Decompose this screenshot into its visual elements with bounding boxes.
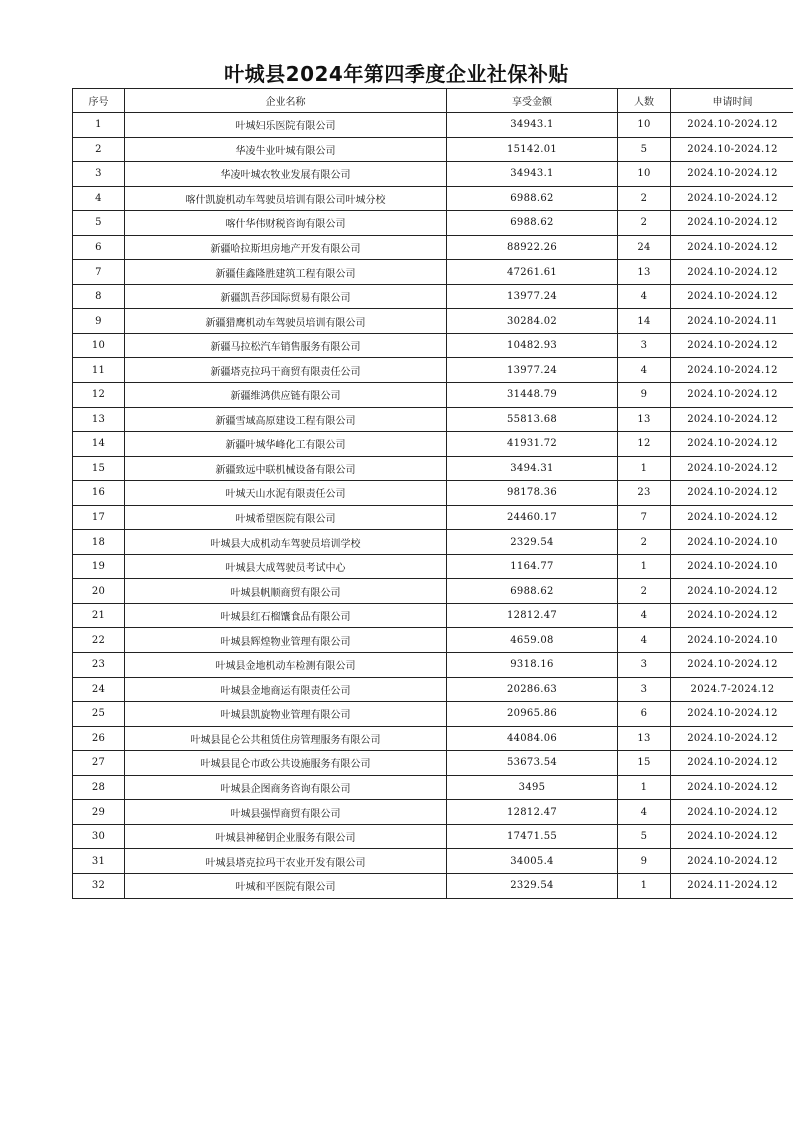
table-row: [73, 211, 793, 236]
table-row: [73, 603, 793, 628]
period-cell: 2024.10-2024.10: [671, 628, 793, 653]
row-index-cell: 17: [73, 505, 125, 530]
headcount-cell: 6: [618, 702, 671, 727]
headcount-cell: 4: [618, 628, 671, 653]
row-index-cell: 8: [73, 284, 125, 309]
amount-cell: 12812.47: [447, 603, 618, 628]
table-row: [73, 751, 793, 776]
amount-cell: 13977.24: [447, 358, 618, 383]
row-index-cell: 16: [73, 481, 125, 506]
period-cell: 2024.10-2024.12: [671, 284, 793, 309]
company-name-cell: 叶城县金地机动车检测有限公司: [125, 653, 447, 678]
amount-cell: 88922.26: [447, 235, 618, 260]
row-index-cell: 32: [73, 873, 125, 898]
amount-cell: 1164.77: [447, 554, 618, 579]
row-index-cell: 5: [73, 211, 125, 236]
period-cell: 2024.10-2024.12: [671, 358, 793, 383]
company-name-cell: 叶城县神秘钥企业服务有限公司: [125, 824, 447, 849]
row-index-cell: 14: [73, 432, 125, 457]
table-row: [73, 333, 793, 358]
company-name-cell: 喀什华伟财税咨询有限公司: [125, 211, 447, 236]
amount-cell: 9318.16: [447, 653, 618, 678]
period-cell: 2024.10-2024.12: [671, 186, 793, 211]
amount-cell: 41931.72: [447, 432, 618, 457]
headcount-cell: 23: [618, 481, 671, 506]
headcount-cell: 15: [618, 751, 671, 776]
table-row: [73, 432, 793, 457]
table-row: [73, 186, 793, 211]
headcount-cell: 9: [618, 849, 671, 874]
company-name-cell: 新疆佳鑫隆胜建筑工程有限公司: [125, 260, 447, 285]
company-name-cell: 新疆维鸿供应链有限公司: [125, 383, 447, 408]
company-name-cell: 叶城县帆顺商贸有限公司: [125, 579, 447, 604]
period-cell: 2024.10-2024.11: [671, 309, 793, 334]
headcount-cell: 4: [618, 603, 671, 628]
period-cell: 2024.10-2024.12: [671, 505, 793, 530]
amount-cell: 10482.93: [447, 333, 618, 358]
table-row: [73, 849, 793, 874]
row-index-cell: 12: [73, 383, 125, 408]
amount-cell: 17471.55: [447, 824, 618, 849]
subsidy-table: [72, 88, 793, 899]
period-cell: 2024.10-2024.12: [671, 137, 793, 162]
company-name-cell: 华凌叶城农牧业发展有限公司: [125, 162, 447, 187]
period-cell: 2024.10-2024.12: [671, 775, 793, 800]
row-index-cell: 7: [73, 260, 125, 285]
amount-cell: 2329.54: [447, 530, 618, 555]
headcount-cell: 2: [618, 211, 671, 236]
headcount-cell: 4: [618, 800, 671, 825]
row-index-cell: 31: [73, 849, 125, 874]
row-index-cell: 11: [73, 358, 125, 383]
company-name-cell: 新疆雪域高原建设工程有限公司: [125, 407, 447, 432]
amount-cell: 34005.4: [447, 849, 618, 874]
period-cell: 2024.10-2024.12: [671, 800, 793, 825]
headcount-cell: 13: [618, 726, 671, 751]
row-index-cell: 10: [73, 333, 125, 358]
company-name-cell: 叶城和平医院有限公司: [125, 873, 447, 898]
company-name-cell: 叶城县金地商运有限责任公司: [125, 677, 447, 702]
company-name-cell: 新疆致远中联机械设备有限公司: [125, 456, 447, 481]
table-row: [73, 824, 793, 849]
table-row: [73, 309, 793, 334]
row-index-cell: 25: [73, 702, 125, 727]
period-cell: 2024.10-2024.12: [671, 726, 793, 751]
company-name-cell: 新疆叶城华峰化工有限公司: [125, 432, 447, 457]
row-index-cell: 18: [73, 530, 125, 555]
row-index-cell: 3: [73, 162, 125, 187]
period-cell: 2024.10-2024.12: [671, 333, 793, 358]
column-header-amount: 享受金额: [447, 89, 618, 113]
amount-cell: 15142.01: [447, 137, 618, 162]
headcount-cell: 3: [618, 677, 671, 702]
row-index-cell: 24: [73, 677, 125, 702]
table-row: [73, 137, 793, 162]
period-cell: 2024.10-2024.12: [671, 824, 793, 849]
table-row: [73, 677, 793, 702]
table-row: [73, 407, 793, 432]
period-cell: 2024.10-2024.10: [671, 530, 793, 555]
company-name-cell: 新疆塔克拉玛干商贸有限责任公司: [125, 358, 447, 383]
headcount-cell: 9: [618, 383, 671, 408]
headcount-cell: 13: [618, 407, 671, 432]
amount-cell: 24460.17: [447, 505, 618, 530]
period-cell: 2024.10-2024.12: [671, 849, 793, 874]
row-index-cell: 29: [73, 800, 125, 825]
company-name-cell: 新疆凯吾莎国际贸易有限公司: [125, 284, 447, 309]
headcount-cell: 1: [618, 554, 671, 579]
table-row: [73, 873, 793, 898]
period-cell: 2024.10-2024.10: [671, 554, 793, 579]
row-index-cell: 27: [73, 751, 125, 776]
row-index-cell: 1: [73, 113, 125, 138]
company-name-cell: 叶城妇乐医院有限公司: [125, 113, 447, 138]
row-index-cell: 20: [73, 579, 125, 604]
table-row: [73, 162, 793, 187]
amount-cell: 6988.62: [447, 211, 618, 236]
period-cell: 2024.10-2024.12: [671, 260, 793, 285]
headcount-cell: 14: [618, 309, 671, 334]
headcount-cell: 2: [618, 186, 671, 211]
headcount-cell: 4: [618, 284, 671, 309]
headcount-cell: 10: [618, 113, 671, 138]
amount-cell: 4659.08: [447, 628, 618, 653]
amount-cell: 3495: [447, 775, 618, 800]
period-cell: 2024.10-2024.12: [671, 383, 793, 408]
period-cell: 2024.10-2024.12: [671, 456, 793, 481]
amount-cell: 2329.54: [447, 873, 618, 898]
headcount-cell: 3: [618, 653, 671, 678]
amount-cell: 6988.62: [447, 186, 618, 211]
table-row: [73, 579, 793, 604]
row-index-cell: 9: [73, 309, 125, 334]
period-cell: 2024.10-2024.12: [671, 579, 793, 604]
row-index-cell: 23: [73, 653, 125, 678]
company-name-cell: 喀什凯旋机动车驾驶员培训有限公司叶城分校: [125, 186, 447, 211]
table-row: [73, 358, 793, 383]
table-row: [73, 702, 793, 727]
row-index-cell: 28: [73, 775, 125, 800]
table-row: [73, 530, 793, 555]
company-name-cell: 叶城县塔克拉玛干农业开发有限公司: [125, 849, 447, 874]
company-name-cell: 叶城县昆仑市政公共设施服务有限公司: [125, 751, 447, 776]
column-header-period: 申请时间: [671, 89, 793, 113]
headcount-cell: 5: [618, 824, 671, 849]
amount-cell: 13977.24: [447, 284, 618, 309]
period-cell: 2024.10-2024.12: [671, 653, 793, 678]
amount-cell: 31448.79: [447, 383, 618, 408]
row-index-cell: 30: [73, 824, 125, 849]
period-cell: 2024.10-2024.12: [671, 481, 793, 506]
table-row: [73, 235, 793, 260]
period-cell: 2024.10-2024.12: [671, 162, 793, 187]
column-header-index: 序号: [73, 89, 125, 113]
period-cell: 2024.10-2024.12: [671, 407, 793, 432]
period-cell: 2024.10-2024.12: [671, 211, 793, 236]
table-row: [73, 653, 793, 678]
company-name-cell: 叶城县强悍商贸有限公司: [125, 800, 447, 825]
row-index-cell: 4: [73, 186, 125, 211]
company-name-cell: 华凌牛业叶城有限公司: [125, 137, 447, 162]
company-name-cell: 叶城县昆仑公共租赁住房管理服务有限公司: [125, 726, 447, 751]
company-name-cell: 新疆猎鹰机动车驾驶员培训有限公司: [125, 309, 447, 334]
amount-cell: 12812.47: [447, 800, 618, 825]
column-header-company: 企业名称: [125, 89, 447, 113]
row-index-cell: 6: [73, 235, 125, 260]
company-name-cell: 叶城县红石榴馕食品有限公司: [125, 603, 447, 628]
headcount-cell: 12: [618, 432, 671, 457]
headcount-cell: 1: [618, 456, 671, 481]
table-row: [73, 554, 793, 579]
company-name-cell: 叶城天山水泥有限责任公司: [125, 481, 447, 506]
amount-cell: 20286.63: [447, 677, 618, 702]
headcount-cell: 5: [618, 137, 671, 162]
company-name-cell: 叶城县大成驾驶员考试中心: [125, 554, 447, 579]
table-body: [73, 113, 793, 899]
amount-cell: 30284.02: [447, 309, 618, 334]
headcount-cell: 1: [618, 873, 671, 898]
period-cell: 2024.10-2024.12: [671, 432, 793, 457]
headcount-cell: 10: [618, 162, 671, 187]
row-index-cell: 13: [73, 407, 125, 432]
table-row: [73, 726, 793, 751]
table-row: [73, 481, 793, 506]
amount-cell: 47261.61: [447, 260, 618, 285]
company-name-cell: 叶城县企图商务咨询有限公司: [125, 775, 447, 800]
period-cell: 2024.10-2024.12: [671, 751, 793, 776]
headcount-cell: 7: [618, 505, 671, 530]
period-cell: 2024.11-2024.12: [671, 873, 793, 898]
table-header-row: [73, 89, 793, 113]
period-cell: 2024.10-2024.12: [671, 603, 793, 628]
amount-cell: 44084.06: [447, 726, 618, 751]
row-index-cell: 26: [73, 726, 125, 751]
headcount-cell: 2: [618, 530, 671, 555]
table-row: [73, 383, 793, 408]
amount-cell: 34943.1: [447, 162, 618, 187]
period-cell: 2024.10-2024.12: [671, 235, 793, 260]
page-title: 叶城县2024年第四季度企业社保补贴: [224, 62, 569, 86]
row-index-cell: 15: [73, 456, 125, 481]
table-row: [73, 775, 793, 800]
amount-cell: 53673.54: [447, 751, 618, 776]
amount-cell: 20965.86: [447, 702, 618, 727]
company-name-cell: 叶城县大成机动车驾驶员培训学校: [125, 530, 447, 555]
table-row: [73, 260, 793, 285]
table-row: [73, 800, 793, 825]
row-index-cell: 2: [73, 137, 125, 162]
amount-cell: 98178.36: [447, 481, 618, 506]
row-index-cell: 19: [73, 554, 125, 579]
company-name-cell: 叶城希望医院有限公司: [125, 505, 447, 530]
table-row: [73, 456, 793, 481]
row-index-cell: 21: [73, 603, 125, 628]
period-cell: 2024.7-2024.12: [671, 677, 793, 702]
period-cell: 2024.10-2024.12: [671, 702, 793, 727]
table-row: [73, 284, 793, 309]
amount-cell: 3494.31: [447, 456, 618, 481]
company-name-cell: 新疆马拉松汽车销售服务有限公司: [125, 333, 447, 358]
amount-cell: 55813.68: [447, 407, 618, 432]
headcount-cell: 13: [618, 260, 671, 285]
amount-cell: 6988.62: [447, 579, 618, 604]
company-name-cell: 叶城县凯旋物业管理有限公司: [125, 702, 447, 727]
table-row: [73, 505, 793, 530]
headcount-cell: 2: [618, 579, 671, 604]
company-name-cell: 新疆哈拉斯坦房地产开发有限公司: [125, 235, 447, 260]
headcount-cell: 3: [618, 333, 671, 358]
company-name-cell: 叶城县辉煌物业管理有限公司: [125, 628, 447, 653]
headcount-cell: 4: [618, 358, 671, 383]
headcount-cell: 24: [618, 235, 671, 260]
table-row: [73, 628, 793, 653]
headcount-cell: 1: [618, 775, 671, 800]
period-cell: 2024.10-2024.12: [671, 113, 793, 138]
row-index-cell: 22: [73, 628, 125, 653]
table-row: [73, 113, 793, 138]
column-header-headcount: 人数: [618, 89, 671, 113]
amount-cell: 34943.1: [447, 113, 618, 138]
